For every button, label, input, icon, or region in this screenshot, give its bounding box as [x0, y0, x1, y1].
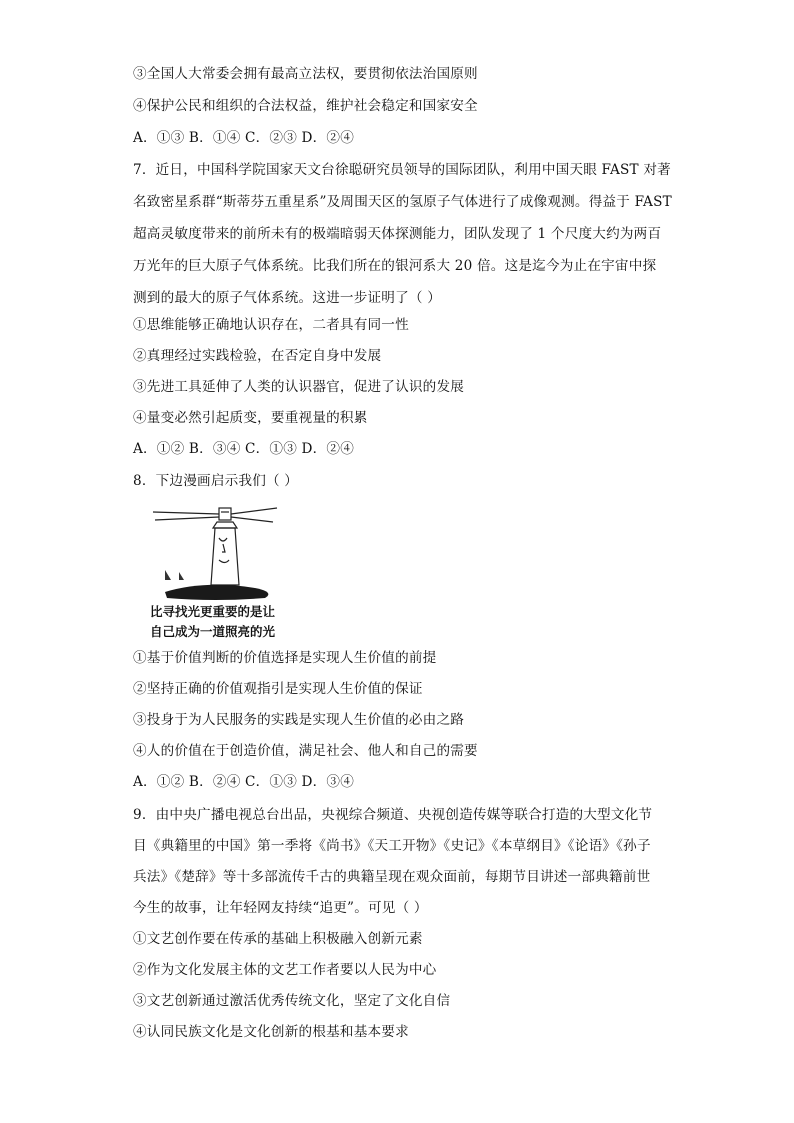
q7-option-2: ②真理经过实践检验，在否定自身中发展: [133, 348, 382, 364]
q9-option-1: ①文艺创作要在传承的基础上积极融入创新元素: [133, 931, 423, 947]
q8-stem: 8．下边漫画启示我们（ ）: [133, 473, 299, 489]
q7-stem-line-4: 万光年的巨大原子气体系统。比我们所在的银河系大 20 倍。这是迄今为止在宇宙中探: [133, 258, 657, 274]
q8-option-4: ④人的价值在于创造价值，满足社会、他人和自己的需要: [133, 743, 478, 759]
q6-option-4: ④保护公民和组织的合法权益，维护社会稳定和国家安全: [133, 98, 478, 114]
q8-option-2: ②坚持正确的价值观指引是实现人生价值的保证: [133, 681, 423, 697]
cartoon-caption-line-2: 自己成为一道照亮的光: [150, 624, 276, 639]
q7-stem-line-3: 超高灵敏度带来的前所未有的极端暗弱天体探测能力，团队发现了 1 个尺度大约为两百: [133, 226, 662, 242]
q8-option-3: ③投身于为人民服务的实践是实现人生价值的必由之路: [133, 712, 465, 728]
q8-option-1: ①基于价值判断的价值选择是实现人生价值的前提: [133, 650, 437, 666]
q7-option-1: ①思维能够正确地认识存在，二者具有同一性: [133, 317, 409, 333]
q7-option-4: ④量变必然引起质变，要重视量的积累: [133, 410, 368, 426]
q9-option-3: ③文艺创新通过激活优秀传统文化，坚定了文化自信: [133, 993, 451, 1009]
q7-option-3: ③先进工具延伸了人类的认识器官，促进了认识的发展: [133, 379, 465, 395]
q6-answer-choices: A．①③ B．①④ C．②③ D．②④: [133, 130, 354, 146]
q7-answer-choices: A．①② B．③④ C．①③ D．②④: [133, 441, 354, 457]
q7-stem-line-2: 名致密星系群“斯蒂芬五重星系”及周围天区的氢原子气体进行了成像观测。得益于 FAST: [133, 194, 672, 210]
q9-stem-line-2: 目《典籍里的中国》第一季将《尚书》《天工开物》《史记》《本草纲目》《论语》《孙子: [133, 838, 651, 854]
q9-option-4: ④认同民族文化是文化创新的根基和基本要求: [133, 1024, 409, 1040]
cartoon-caption-line-1: 比寻找光更重要的是让: [150, 604, 276, 619]
q9-stem-line-4: 今生的故事，让年轻网友持续“追更”。可见（ ）: [133, 900, 428, 916]
q9-option-2: ②作为文化发展主体的文艺工作者要以人民为中心: [133, 962, 437, 978]
q7-stem-line-5: 测到的最大的原子气体系统。这进一步证明了（ ）: [133, 290, 441, 306]
q6-option-3: ③全国人大常委会拥有最高立法权，要贯彻依法治国原则: [133, 66, 478, 82]
q8-answer-choices: A．①② B．②④ C．①③ D．③④: [133, 774, 354, 790]
q9-stem-line-1: 9．由中央广播电视总台出品，央视综合频道、央视创造传媒等联合打造的大型文化节: [133, 807, 653, 823]
q7-stem-line-1: 7．近日，中国科学院国家天文台徐聪研究员领导的国际团队，利用中国天眼 FAST 对著: [133, 162, 671, 178]
q9-stem-line-3: 兵法》《楚辞》等十多部流传千古的典籍呈现在观众面前，每期节目讲述一部典籍前世: [133, 869, 651, 885]
